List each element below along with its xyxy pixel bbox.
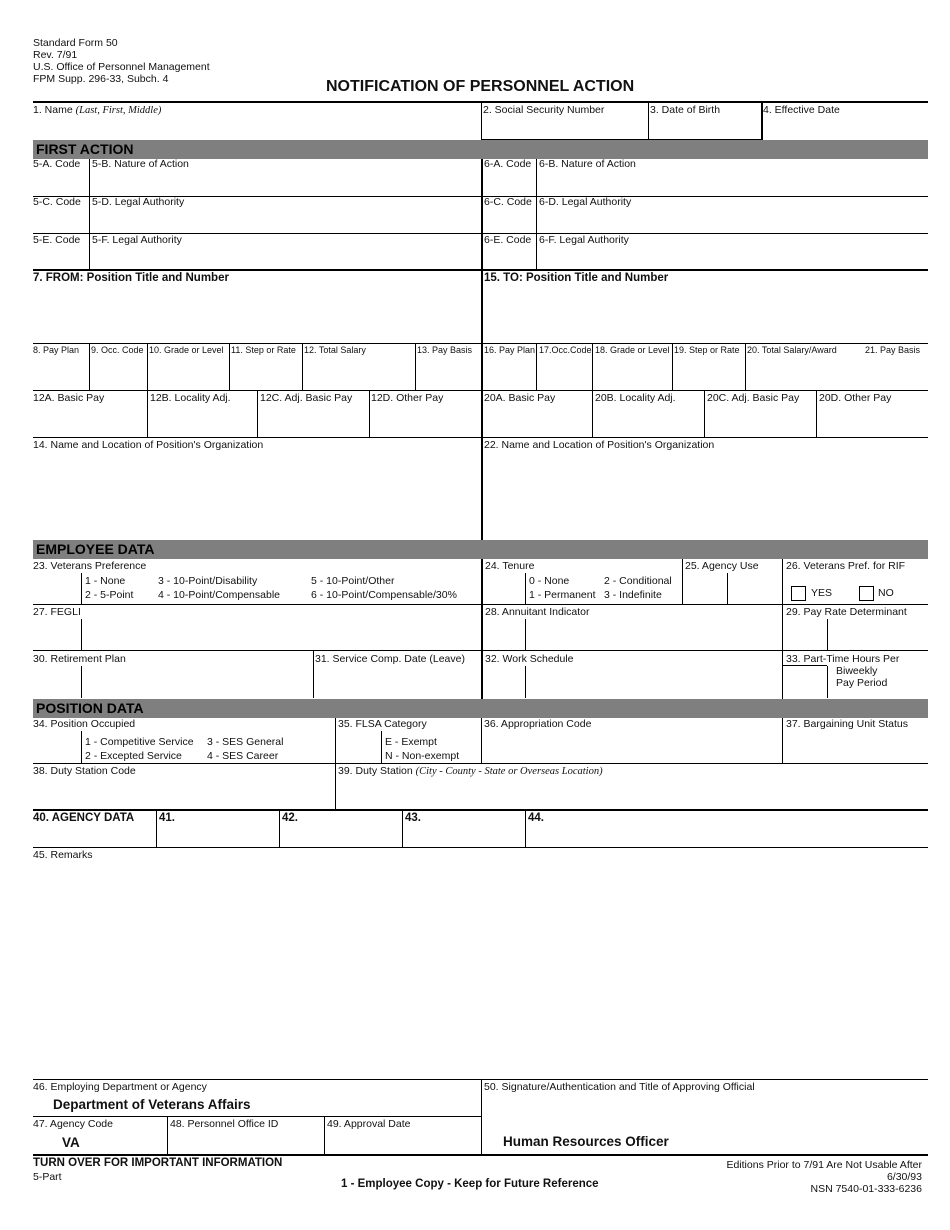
divider	[33, 269, 928, 271]
rif-no-checkbox[interactable]	[859, 586, 874, 601]
fegli-label: 27. FEGLI	[33, 606, 81, 618]
divider	[727, 573, 728, 605]
from-occ-code-label: 9. Occ. Code	[91, 345, 144, 355]
divider	[592, 390, 593, 438]
divider	[525, 619, 526, 651]
form-revision: Rev. 7/91	[33, 49, 78, 61]
divider	[381, 731, 382, 764]
to-grade-label: 18. Grade or Level	[595, 345, 670, 355]
code-5c-label: 5-C. Code	[33, 196, 81, 208]
flsa-exempt: E - Exempt	[385, 736, 437, 748]
vp-option-3: 3 - 10-Point/Disability	[158, 575, 258, 587]
part-time-hours-sub1: Biweekly	[836, 665, 878, 677]
divider	[147, 343, 148, 391]
from-grade-label: 10. Grade or Level	[149, 345, 224, 355]
po-option-2: 2 - Excepted Service	[85, 750, 182, 762]
turn-over-notice: TURN OVER FOR IMPORTANT INFORMATION	[33, 1157, 283, 1169]
annuitant-label: 28. Annuitant Indicator	[485, 606, 590, 618]
divider	[415, 343, 416, 391]
divider	[33, 343, 928, 344]
field-41-label: 41.	[159, 812, 175, 824]
divider	[156, 810, 157, 848]
po-option-4: 4 - SES Career	[207, 750, 279, 762]
effective-date-label: 4. Effective Date	[763, 104, 840, 116]
divider	[33, 1116, 481, 1117]
to-occ-code-label: 17.Occ.Code	[539, 345, 592, 355]
flsa-label: 35. FLSA Category	[338, 718, 427, 730]
divider	[782, 718, 783, 764]
to-pay-basis-label: 21. Pay Basis	[865, 345, 921, 355]
code-6c-label: 6-C. Code	[484, 196, 532, 208]
divider	[302, 343, 303, 391]
divider	[369, 390, 370, 438]
divider	[81, 573, 82, 605]
part-time-hours-label: 33. Part-Time Hours Per	[786, 653, 900, 665]
divider	[827, 619, 828, 651]
divider	[257, 390, 258, 438]
from-pay-plan-label: 8. Pay Plan	[33, 345, 80, 355]
form-supplement: FPM Supp. 296-33, Subch. 4	[33, 73, 169, 85]
code-5a-label: 5-A. Code	[33, 158, 81, 170]
page-title: NOTIFICATION OF PERSONNEL ACTION	[326, 78, 635, 95]
code-5e-label: 5-E. Code	[33, 234, 81, 246]
to-adj-basic-label: 20C. Adj. Basic Pay	[707, 392, 800, 404]
tenure-label: 24. Tenure	[485, 560, 535, 572]
divider	[525, 810, 526, 848]
divider	[324, 1116, 325, 1154]
to-salary-label: 20. Total Salary/Award	[747, 345, 837, 355]
work-schedule-label: 32. Work Schedule	[485, 653, 574, 665]
employee-data-header: EMPLOYEE DATA	[33, 540, 928, 559]
divider	[536, 343, 537, 391]
divider	[782, 665, 827, 666]
tenure-option-3: 3 - Indefinite	[604, 589, 662, 601]
divider	[481, 1079, 482, 1154]
to-locality-label: 20B. Locality Adj.	[595, 392, 676, 404]
to-position-title: 15. TO: Position Title and Number	[484, 272, 669, 284]
agency-use-label: 25. Agency Use	[685, 560, 759, 572]
name-field-label: 1. Name (Last, First, Middle)	[33, 104, 162, 116]
divider	[33, 847, 928, 848]
divider	[536, 159, 537, 270]
appropriation-label: 36. Appropriation Code	[484, 718, 592, 730]
divider	[592, 343, 593, 391]
divider	[481, 718, 482, 764]
personnel-office-id-label: 48. Personnel Office ID	[170, 1118, 279, 1130]
divider	[481, 101, 482, 140]
vp-option-4: 4 - 10-Point/Compensable	[158, 589, 280, 601]
authority-5d-label: 5-D. Legal Authority	[92, 196, 185, 208]
divider	[89, 343, 90, 391]
from-other-pay-label: 12D. Other Pay	[371, 392, 444, 404]
form-agency: U.S. Office of Personnel Management	[33, 61, 210, 73]
divider	[89, 159, 90, 270]
vp-option-6: 6 - 10-Point/Compensable/30%	[311, 589, 457, 601]
field-43-label: 43.	[405, 812, 421, 824]
divider	[682, 559, 683, 605]
scd-label: 31. Service Comp. Date (Leave)	[315, 653, 465, 665]
rif-yes-label: YES	[811, 587, 833, 599]
copy-designation: 1 - Employee Copy - Keep for Future Reference	[341, 1178, 599, 1190]
part-count: 5-Part	[33, 1171, 62, 1183]
approving-official-title: Human Resources Officer	[503, 1134, 669, 1149]
tenure-option-0: 0 - None	[529, 575, 570, 587]
from-basic-pay-label: 12A. Basic Pay	[33, 392, 105, 404]
divider	[704, 390, 705, 438]
divider	[33, 604, 928, 605]
divider	[33, 437, 928, 438]
divider	[525, 573, 526, 605]
agency-code-label: 47. Agency Code	[33, 1118, 113, 1130]
divider	[816, 390, 817, 438]
divider	[402, 810, 403, 848]
center-divider	[481, 159, 483, 540]
rif-label: 26. Veterans Pref. for RIF	[786, 560, 906, 572]
employing-agency-label: 46. Employing Department or Agency	[33, 1081, 207, 1093]
retirement-plan-label: 30. Retirement Plan	[33, 653, 126, 665]
position-data-header: POSITION DATA	[33, 699, 928, 718]
form-number: Standard Form 50	[33, 37, 118, 49]
authority-5f-label: 5-F. Legal Authority	[92, 234, 182, 246]
divider	[279, 810, 280, 848]
nature-6b-label: 6-B. Nature of Action	[539, 158, 636, 170]
divider	[672, 343, 673, 391]
divider	[525, 666, 526, 698]
authority-6d-label: 6-D. Legal Authority	[539, 196, 632, 208]
employing-agency-value: Department of Veterans Affairs	[53, 1097, 251, 1112]
from-step-label: 11. Step or Rate	[231, 345, 296, 355]
divider	[313, 650, 314, 698]
rif-yes-checkbox[interactable]	[791, 586, 806, 601]
nsn-number: NSN 7540-01-333-6236	[810, 1183, 922, 1195]
from-locality-label: 12B. Locality Adj.	[150, 392, 231, 404]
bargaining-label: 37. Bargaining Unit Status	[786, 718, 908, 730]
divider	[648, 101, 649, 140]
divider	[335, 718, 336, 810]
code-6e-label: 6-E. Code	[484, 234, 532, 246]
divider	[81, 666, 82, 698]
editions-date: 6/30/93	[886, 1171, 922, 1183]
remarks-label: 45. Remarks	[33, 849, 93, 861]
divider	[167, 1116, 168, 1154]
agency-code-value: VA	[62, 1135, 80, 1150]
center-divider	[481, 559, 483, 699]
divider	[147, 390, 148, 438]
authority-6f-label: 6-F. Legal Authority	[539, 234, 629, 246]
vp-option-1: 1 - None	[85, 575, 126, 587]
to-basic-pay-label: 20A. Basic Pay	[484, 392, 556, 404]
vp-option-2: 2 - 5-Point	[85, 589, 134, 601]
divider	[33, 650, 928, 651]
tenure-option-1: 1 - Permanent	[529, 589, 596, 601]
field-42-label: 42.	[282, 812, 298, 824]
divider	[81, 731, 82, 764]
divider	[745, 343, 746, 391]
duty-station-code-label: 38. Duty Station Code	[33, 765, 136, 777]
tenure-option-2: 2 - Conditional	[604, 575, 672, 587]
from-pay-basis-label: 13. Pay Basis	[417, 345, 473, 355]
code-6a-label: 6-A. Code	[484, 158, 532, 170]
veterans-preference-label: 23. Veterans Preference	[33, 560, 147, 572]
rif-no-label: NO	[878, 587, 894, 599]
po-option-1: 1 - Competitive Service	[85, 736, 194, 748]
approval-date-label: 49. Approval Date	[327, 1118, 411, 1130]
signature-label: 50. Signature/Authentication and Title of Approving Official	[484, 1081, 755, 1093]
divider	[33, 390, 928, 391]
from-salary-label: 12. Total Salary	[304, 345, 366, 355]
divider	[761, 101, 763, 140]
divider	[33, 763, 928, 764]
editions-notice: Editions Prior to 7/91 Are Not Usable After	[726, 1159, 922, 1171]
to-other-pay-label: 20D. Other Pay	[819, 392, 892, 404]
divider	[33, 809, 928, 811]
ssn-field-label: 2. Social Security Number	[483, 104, 605, 116]
vp-option-5: 5 - 10-Point/Other	[311, 575, 395, 587]
from-position-title: 7. FROM: Position Title and Number	[33, 272, 229, 284]
field-44-label: 44.	[528, 812, 544, 824]
divider	[229, 343, 230, 391]
first-action-header: FIRST ACTION	[33, 140, 928, 159]
from-organization-label: 14. Name and Location of Position's Organization	[33, 439, 264, 451]
pay-rate-label: 29. Pay Rate Determinant	[786, 606, 907, 618]
divider	[827, 666, 828, 698]
duty-station-label: 39. Duty Station (City - County - State or Overseas Location)	[338, 765, 603, 777]
agency-data-label: 40. AGENCY DATA	[33, 812, 135, 824]
flsa-nonexempt: N - Non-exempt	[385, 750, 460, 762]
nature-5b-label: 5-B. Nature of Action	[92, 158, 189, 170]
divider	[33, 1154, 928, 1156]
dob-field-label: 3. Date of Birth	[650, 104, 721, 116]
from-adj-basic-label: 12C. Adj. Basic Pay	[260, 392, 353, 404]
position-occupied-label: 34. Position Occupied	[33, 718, 136, 730]
to-step-label: 19. Step or Rate	[674, 345, 740, 355]
po-option-3: 3 - SES General	[207, 736, 284, 748]
to-pay-plan-label: 16. Pay Plan	[484, 345, 536, 355]
part-time-hours-sub2: Pay Period	[836, 677, 888, 689]
divider	[81, 619, 82, 651]
to-organization-label: 22. Name and Location of Position's Organization	[484, 439, 715, 451]
divider	[782, 559, 783, 699]
